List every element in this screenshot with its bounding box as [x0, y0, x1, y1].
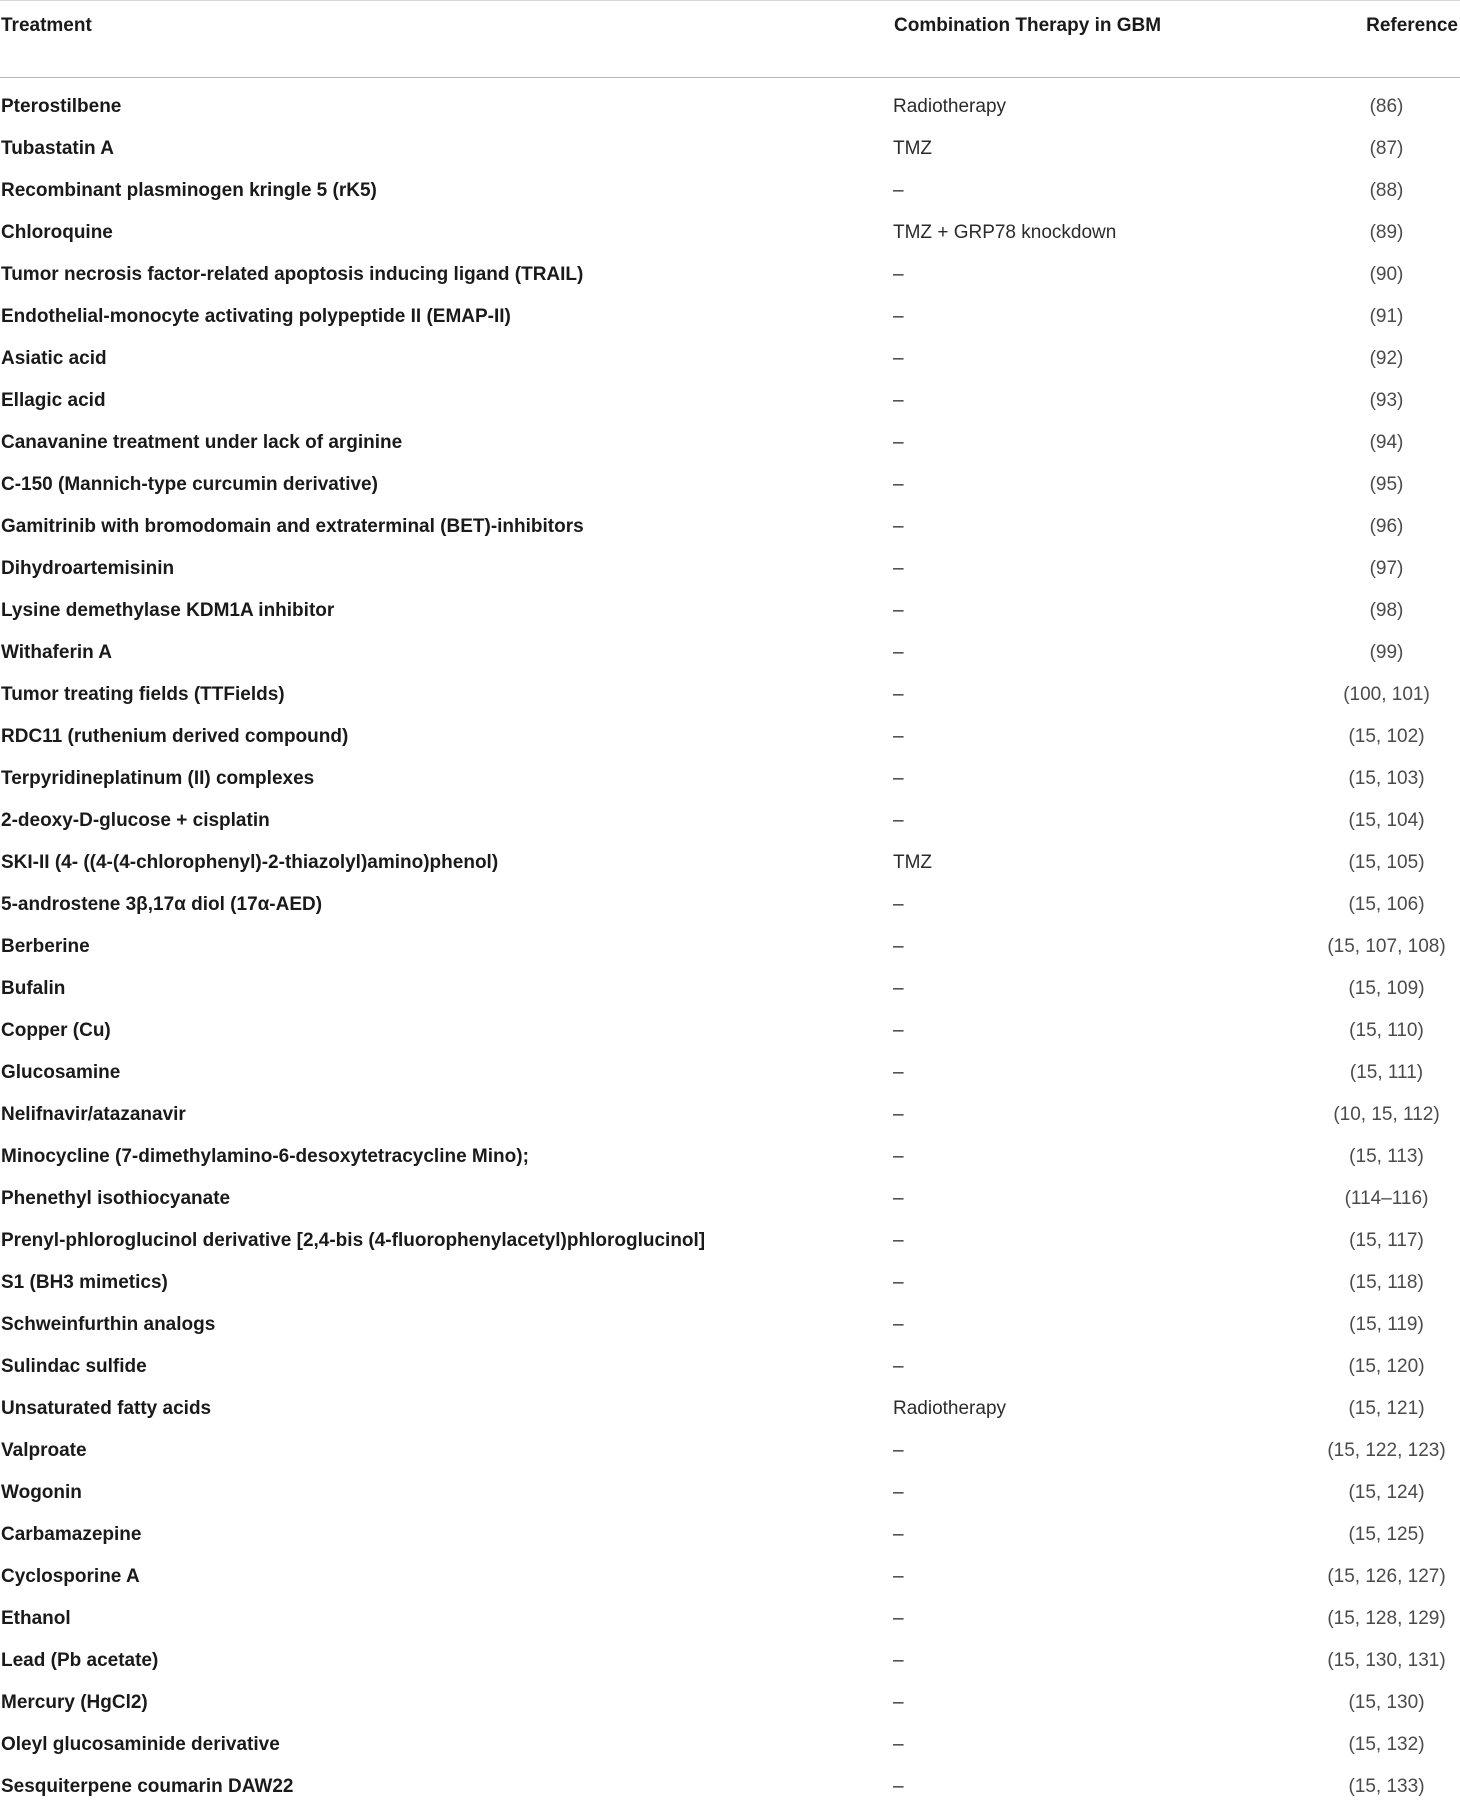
reference-cell: (100, 101) [1313, 674, 1460, 716]
table-row [0, 338, 1460, 380]
table-row [0, 1010, 1460, 1052]
reference-cell: (95) [1313, 464, 1460, 506]
reference-cell: (10, 15, 112) [1313, 1094, 1460, 1136]
table-row [0, 716, 1460, 758]
reference-cell: (15, 106) [1313, 884, 1460, 926]
reference-cell: (114–116) [1313, 1178, 1460, 1220]
table-row [0, 1094, 1460, 1136]
reference-cell: (15, 107, 108) [1313, 926, 1460, 968]
header-treatment: Treatment [0, 1, 893, 78]
table-row [0, 800, 1460, 842]
combination-cell: – [893, 1262, 1313, 1304]
reference-cell: (15, 105) [1313, 842, 1460, 884]
reference-cell: (87) [1313, 128, 1460, 170]
table-row [0, 1388, 1460, 1430]
combination-cell: – [893, 506, 1313, 548]
reference-cell: (97) [1313, 548, 1460, 590]
treatment-cell: Sulindac sulfide [0, 1346, 893, 1388]
reference-cell: (15, 103) [1313, 758, 1460, 800]
combination-cell: – [893, 1094, 1313, 1136]
table-row [0, 1052, 1460, 1094]
table-row [0, 1472, 1460, 1514]
combination-cell: Radiotherapy [893, 78, 1313, 129]
treatment-cell: S1 (BH3 mimetics) [0, 1262, 893, 1304]
table-row [0, 1346, 1460, 1388]
table-row [0, 296, 1460, 338]
combination-cell: – [893, 590, 1313, 632]
reference-cell: (15, 119) [1313, 1304, 1460, 1346]
treatment-cell: Glucosamine [0, 1052, 893, 1094]
treatment-cell: Terpyridineplatinum (II) complexes [0, 758, 893, 800]
treatment-cell: Mercury (HgCl2) [0, 1682, 893, 1724]
reference-cell: (15, 128, 129) [1313, 1598, 1460, 1640]
combination-cell: – [893, 632, 1313, 674]
combination-cell: – [893, 1220, 1313, 1262]
table-row [0, 632, 1460, 674]
combination-cell: – [893, 674, 1313, 716]
treatment-cell: Minocycline (7-dimethylamino-6-desoxytetracycline Mino); [0, 1136, 893, 1178]
reference-cell: (15, 118) [1313, 1262, 1460, 1304]
treatment-cell: 5-androstene 3β,17α diol (17α-AED) [0, 884, 893, 926]
table-row [0, 1514, 1460, 1556]
table-row [0, 968, 1460, 1010]
reference-cell: (15, 130, 131) [1313, 1640, 1460, 1682]
combination-cell: – [893, 1766, 1313, 1808]
treatment-cell: Asiatic acid [0, 338, 893, 380]
table-row [0, 254, 1460, 296]
combination-cell: – [893, 1472, 1313, 1514]
reference-cell: (15, 102) [1313, 716, 1460, 758]
reference-cell: (15, 111) [1313, 1052, 1460, 1094]
treatment-cell: Oleyl glucosaminide derivative [0, 1724, 893, 1766]
table-row [0, 1220, 1460, 1262]
table-row [0, 1556, 1460, 1598]
treatment-cell: Valproate [0, 1430, 893, 1472]
combination-cell: – [893, 254, 1313, 296]
reference-cell: (15, 104) [1313, 800, 1460, 842]
table-row [0, 1598, 1460, 1640]
reference-cell: (93) [1313, 380, 1460, 422]
table-row [0, 464, 1460, 506]
header-reference: Reference [1313, 1, 1460, 78]
treatment-cell: SKI-II (4- ((4-(4-chlorophenyl)-2-thiazolyl)amino)phenol) [0, 842, 893, 884]
reference-cell: (89) [1313, 212, 1460, 254]
treatment-cell: Withaferin A [0, 632, 893, 674]
combination-cell: – [893, 716, 1313, 758]
table-row [0, 758, 1460, 800]
table-row [0, 506, 1460, 548]
treatment-cell: Schweinfurthin analogs [0, 1304, 893, 1346]
reference-cell: (94) [1313, 422, 1460, 464]
treatment-cell: Phenethyl isothiocyanate [0, 1178, 893, 1220]
treatment-cell: RDC11 (ruthenium derived compound) [0, 716, 893, 758]
reference-cell: (15, 125) [1313, 1514, 1460, 1556]
reference-cell: (15, 120) [1313, 1346, 1460, 1388]
treatment-cell: Bufalin [0, 968, 893, 1010]
combination-cell: – [893, 1136, 1313, 1178]
table-row [0, 926, 1460, 968]
combination-cell: – [893, 1178, 1313, 1220]
treatment-cell: 2-deoxy-D-glucose + cisplatin [0, 800, 893, 842]
header-combination-therapy: Combination Therapy in GBM [893, 1, 1313, 78]
reference-cell: (88) [1313, 170, 1460, 212]
combination-cell: – [893, 170, 1313, 212]
table-row [0, 380, 1460, 422]
reference-cell: (96) [1313, 506, 1460, 548]
combination-cell: – [893, 926, 1313, 968]
treatment-cell: Wogonin [0, 1472, 893, 1514]
combination-cell: – [893, 1724, 1313, 1766]
combination-cell: – [893, 1052, 1313, 1094]
combination-cell: – [893, 800, 1313, 842]
table-row [0, 590, 1460, 632]
combination-cell: – [893, 338, 1313, 380]
combination-cell: – [893, 758, 1313, 800]
reference-cell: (92) [1313, 338, 1460, 380]
combination-cell: – [893, 380, 1313, 422]
combination-cell: – [893, 1598, 1313, 1640]
treatment-cell: Ellagic acid [0, 380, 893, 422]
combination-cell: – [893, 1640, 1313, 1682]
reference-cell: (15, 133) [1313, 1766, 1460, 1808]
table-row [0, 1724, 1460, 1766]
table-row [0, 548, 1460, 590]
combination-cell: TMZ + GRP78 knockdown [893, 212, 1313, 254]
treatment-cell: Carbamazepine [0, 1514, 893, 1556]
table-row [0, 1766, 1460, 1808]
combination-cell: – [893, 1010, 1313, 1052]
treatment-cell: Ethanol [0, 1598, 893, 1640]
combination-cell: – [893, 1556, 1313, 1598]
combination-cell: – [893, 968, 1313, 1010]
reference-cell: (15, 122, 123) [1313, 1430, 1460, 1472]
combination-cell: – [893, 464, 1313, 506]
reference-cell: (86) [1313, 78, 1460, 129]
table-row [0, 1682, 1460, 1724]
table-row [0, 884, 1460, 926]
reference-cell: (90) [1313, 254, 1460, 296]
combination-cell: – [893, 1430, 1313, 1472]
combination-cell: – [893, 1514, 1313, 1556]
combination-cell: – [893, 1682, 1313, 1724]
table-row [0, 842, 1460, 884]
reference-cell: (15, 110) [1313, 1010, 1460, 1052]
treatment-cell: Dihydroartemisinin [0, 548, 893, 590]
table-row [0, 674, 1460, 716]
table-row [0, 170, 1460, 212]
treatment-cell: Lead (Pb acetate) [0, 1640, 893, 1682]
reference-cell: (99) [1313, 632, 1460, 674]
table-row [0, 1430, 1460, 1472]
treatment-cell: Lysine demethylase KDM1A inhibitor [0, 590, 893, 632]
combination-cell: – [893, 548, 1313, 590]
table-row [0, 1304, 1460, 1346]
reference-cell: (15, 117) [1313, 1220, 1460, 1262]
treatment-cell: Endothelial-monocyte activating polypeptide II (EMAP-II) [0, 296, 893, 338]
combination-cell: – [893, 296, 1313, 338]
reference-cell: (15, 126, 127) [1313, 1556, 1460, 1598]
reference-cell: (15, 113) [1313, 1136, 1460, 1178]
combination-cell: – [893, 422, 1313, 464]
table-row [0, 1136, 1460, 1178]
treatment-cell: Cyclosporine A [0, 1556, 893, 1598]
table-row [0, 128, 1460, 170]
table-row [0, 78, 1460, 129]
treatment-cell: C-150 (Mannich-type curcumin derivative) [0, 464, 893, 506]
table-row [0, 1640, 1460, 1682]
header-row [0, 1, 1460, 78]
treatment-cell: Unsaturated fatty acids [0, 1388, 893, 1430]
treatment-cell: Pterostilbene [0, 78, 893, 129]
reference-cell: (98) [1313, 590, 1460, 632]
treatment-cell: Tumor treating fields (TTFields) [0, 674, 893, 716]
reference-cell: (91) [1313, 296, 1460, 338]
treatment-cell: Recombinant plasminogen kringle 5 (rK5) [0, 170, 893, 212]
combination-cell: Radiotherapy [893, 1388, 1313, 1430]
treatment-cell: Copper (Cu) [0, 1010, 893, 1052]
combination-cell: TMZ [893, 128, 1313, 170]
table-row [0, 422, 1460, 464]
treatment-cell: Sesquiterpene coumarin DAW22 [0, 1766, 893, 1808]
treatment-cell: Berberine [0, 926, 893, 968]
table-row [0, 1262, 1460, 1304]
treatment-cell: Nelifnavir/atazanavir [0, 1094, 893, 1136]
treatment-cell: Tumor necrosis factor-related apoptosis inducing ligand (TRAIL) [0, 254, 893, 296]
combination-cell: – [893, 884, 1313, 926]
combination-cell: – [893, 1304, 1313, 1346]
treatment-cell: Chloroquine [0, 212, 893, 254]
treatment-cell: Canavanine treatment under lack of arginine [0, 422, 893, 464]
table-row [0, 212, 1460, 254]
treatment-cell: Tubastatin A [0, 128, 893, 170]
treatment-cell: Gamitrinib with bromodomain and extraterminal (BET)-inhibitors [0, 506, 893, 548]
treatment-cell: Prenyl-phloroglucinol derivative [2,4-bis (4-fluorophenylacetyl)phloroglucinol] [0, 1220, 893, 1262]
table-header [0, 1, 1460, 78]
combination-cell: – [893, 1346, 1313, 1388]
reference-cell: (15, 130) [1313, 1682, 1460, 1724]
table-row [0, 1178, 1460, 1220]
reference-cell: (15, 124) [1313, 1472, 1460, 1514]
table-body [0, 78, 1460, 1808]
reference-cell: (15, 132) [1313, 1724, 1460, 1766]
reference-cell: (15, 109) [1313, 968, 1460, 1010]
reference-cell: (15, 121) [1313, 1388, 1460, 1430]
combination-cell: TMZ [893, 842, 1313, 884]
